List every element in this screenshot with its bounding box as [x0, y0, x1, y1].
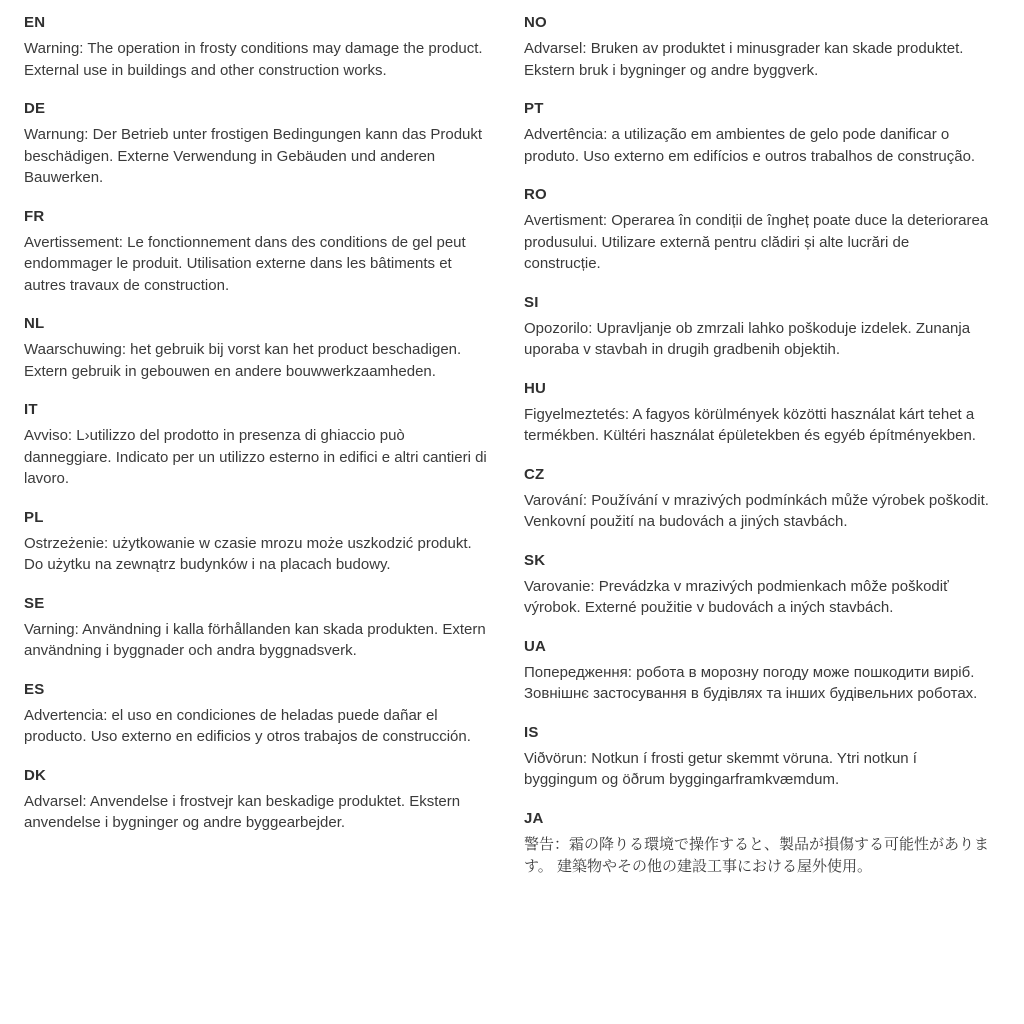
lang-section-pl [24, 509, 490, 576]
lang-code-sk: SK [524, 551, 546, 569]
lang-code-pt: PT [524, 100, 544, 117]
lang-code-dk: DK [24, 766, 47, 784]
lang-section-pt [524, 100, 990, 167]
lang-section-hu [524, 380, 990, 447]
lang-section-es [24, 681, 490, 748]
lang-code-fr: FR [24, 207, 45, 225]
lang-code-si: SI [524, 293, 539, 311]
lang-text-de: Warnung: Der Betrieb unter frostigen Bedingungen kann das Produkt beschädigen. Externe Verwendung in Gebäuden und anderen Bauwerken. [24, 126, 483, 186]
lang-text-is: Viðvörun: Notkun í frosti getur skemmt vöruna. Ytri notkun í byggingum og öðrum byggingarframkvæmdum. [524, 749, 917, 788]
lang-section-dk [24, 767, 490, 834]
lang-text-fr: Avertissement: Le fonctionnement dans des conditions de gel peut endommager le produit. Utilisation externe dans les bâtiments et autres travaux de construction. [24, 233, 466, 294]
lang-text-it: Avviso: L›utilizzo del prodotto in presenza di ghiaccio può danneggiare. Indicato per un utilizzo esterno in edifici e altri cantieri di lavoro. [24, 427, 487, 487]
left-column [24, 14, 490, 897]
lang-text-hu: Figyelmeztetés: A fagyos körülmények közötti használat kárt tehet a termékben. Kültéri használat épületekben és egyéb építményekben. [524, 405, 976, 444]
lang-section-it [24, 401, 490, 490]
lang-text-es: Advertencia: el uso en condiciones de heladas puede dañar el producto. Uso externo en edificios y otros trabajos de construcción. [24, 706, 471, 745]
lang-section-ro [524, 186, 990, 275]
lang-text-si: Opozorilo: Upravljanje ob zmrzali lahko poškoduje izdelek. Zunanja uporaba v stavbah in drugih gradbenih objektih. [524, 319, 971, 358]
lang-section-se [24, 595, 490, 662]
lang-code-se: SE [24, 594, 45, 612]
lang-text-dk: Advarsel: Anvendelse i frostvejr kan beskadige produktet. Ekstern anvendelse i bygninger og andre byggearbejder. [24, 792, 461, 831]
lang-text-no: Advarsel: Bruken av produktet i minusgrader kan skade produktet. Ekstern bruk i bygninger og andre byggverk. [524, 40, 964, 79]
lang-text-en: Warning: The operation in frosty conditions may damage the product. External use in buildings and other construction works. [24, 40, 483, 79]
lang-code-en: EN [24, 14, 46, 31]
lang-code-it: IT [24, 401, 38, 418]
lang-section-sk [524, 552, 990, 619]
lang-section-ua [524, 638, 990, 705]
lang-text-cz: Varování: Používání v mrazivých podmínkách může výrobek poškodit. Venkovní použití na budovách a jiných stavbách. [524, 491, 989, 530]
lang-code-de: DE [24, 100, 46, 117]
lang-section-en [24, 14, 490, 81]
lang-text-sk: Varovanie: Prevádzka v mrazivých podmienkach môže poškodiť výrobok. Externé použitie v budovách a iných stavbách. [524, 577, 949, 616]
lang-code-ja: JA [524, 809, 544, 827]
lang-code-pl: PL [24, 508, 44, 526]
right-column [524, 14, 990, 897]
lang-text-pt: Advertência: a utilização em ambientes de gelo pode danificar o produto. Uso externo em edifícios e outros trabalhos de construção. [524, 126, 976, 165]
lang-text-ja: 警告：霜の降りる環境で操作すると、製品が損傷する可能性があります。 建築物やその他の建設工事における屋外使用。 [524, 835, 990, 875]
lang-section-fr [24, 208, 490, 297]
lang-code-ro: RO [524, 186, 547, 203]
lang-code-es: ES [24, 680, 45, 698]
lang-text-ua: Попередження: робота в морозну погоду може пошкодити виріб. Зовнішнє застосування в будівлях та інших будівельних роботах. [524, 663, 978, 702]
lang-section-ja [524, 810, 990, 878]
lang-section-cz [524, 466, 990, 533]
lang-code-no: NO [524, 14, 547, 31]
lang-text-nl: Waarschuwing: het gebruik bij vorst kan het product beschadigen. Extern gebruik in gebouwen en andere bouwwerkzaamheden. [24, 341, 462, 380]
lang-text-se: Varning: Användning i kalla förhållanden kan skada produkten. Extern användning i byggnader och andra byggnadsverk. [24, 620, 486, 659]
lang-code-ua: UA [524, 637, 547, 655]
lang-section-nl [24, 315, 490, 382]
lang-code-cz: CZ [524, 465, 545, 483]
lang-text-pl: Ostrzeżenie: użytkowanie w czasie mrozu może uszkodzić produkt. Do użytku na zewnątrz budynków i na placach budowy. [24, 534, 472, 573]
lang-section-no [524, 14, 990, 81]
lang-code-hu: HU [524, 379, 547, 397]
lang-section-de [24, 100, 490, 189]
lang-code-is: IS [524, 723, 539, 741]
lang-code-nl: NL [24, 315, 45, 332]
lang-section-si [524, 294, 990, 361]
lang-section-is [524, 724, 990, 791]
lang-text-ro: Avertisment: Operarea în condiții de îngheț poate duce la deteriorarea produsului. Utilizare externă pentru clădiri și alte lucrări de construcție. [524, 212, 989, 272]
